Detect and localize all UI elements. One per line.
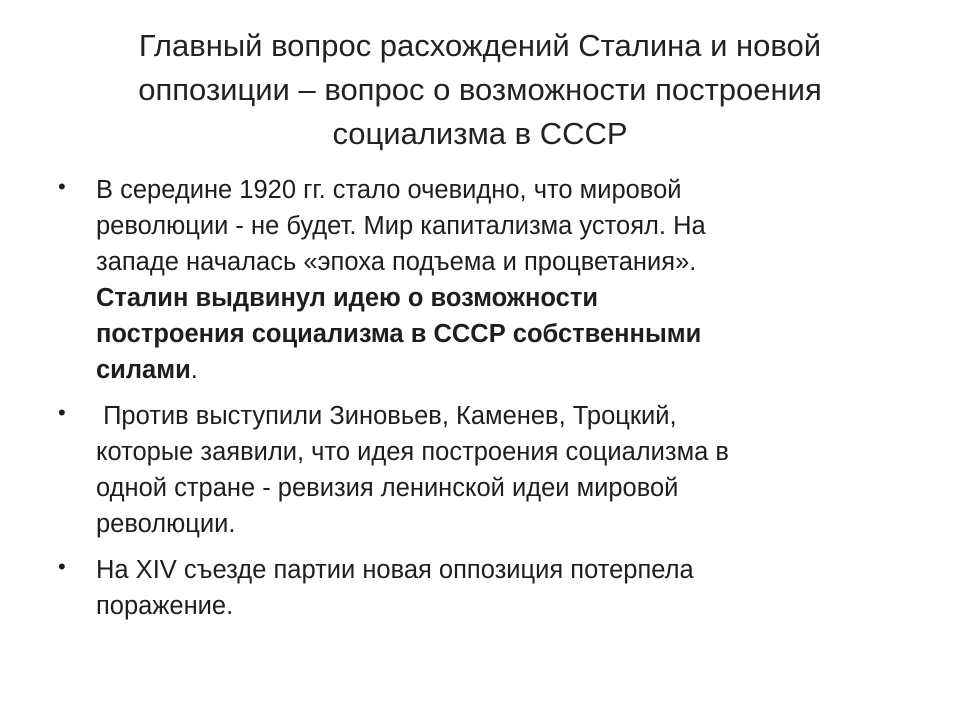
title-line: Главный вопрос расхождений Сталина и новой bbox=[138, 28, 822, 63]
bullet-dot-icon: • bbox=[58, 174, 66, 199]
bullet-text-line: поражение. bbox=[96, 592, 234, 620]
bullet-text-line: На XIV съезде партии новая оппозиция потерпела bbox=[96, 556, 694, 584]
bullet-bold-line: построения социализма в СССР собственными bbox=[96, 320, 702, 348]
bullet-text-line: Против выступили Зиновьев, Каменев, Троцкий, bbox=[96, 402, 677, 430]
bullet-text-line: революции. bbox=[96, 510, 236, 538]
bullet-item bbox=[52, 172, 912, 388]
bullet-text-line: западе началась «эпоха подъема и процветания». bbox=[96, 248, 697, 276]
title-line: социализма в СССР bbox=[332, 116, 628, 151]
bullet-dot-icon: • bbox=[58, 554, 66, 579]
bullet-item bbox=[52, 552, 912, 624]
bullet-dot-icon: • bbox=[58, 400, 66, 425]
title-line: оппозиции – вопрос о возможности построения bbox=[138, 72, 822, 107]
bullet-item bbox=[52, 398, 912, 542]
bullet-text-line: В середине 1920 гг. стало очевидно, что мировой bbox=[96, 176, 682, 204]
bullet-text-line bbox=[96, 352, 912, 388]
bullet-bold-fragment: силами bbox=[96, 356, 191, 384]
bullet-text-line: которые заявили, что идея построения социализма в bbox=[96, 438, 729, 466]
bullet-list bbox=[52, 172, 912, 624]
bullet-period: . bbox=[190, 356, 198, 384]
bullet-text-line: революции - не будет. Мир капитализма устоял. На bbox=[96, 212, 706, 240]
slide-title bbox=[60, 24, 900, 156]
bullet-text-line: одной стране - ревизия ленинской идеи мировой bbox=[96, 474, 679, 502]
bullet-bold-line: Сталин выдвинул идею о возможности bbox=[96, 284, 598, 312]
